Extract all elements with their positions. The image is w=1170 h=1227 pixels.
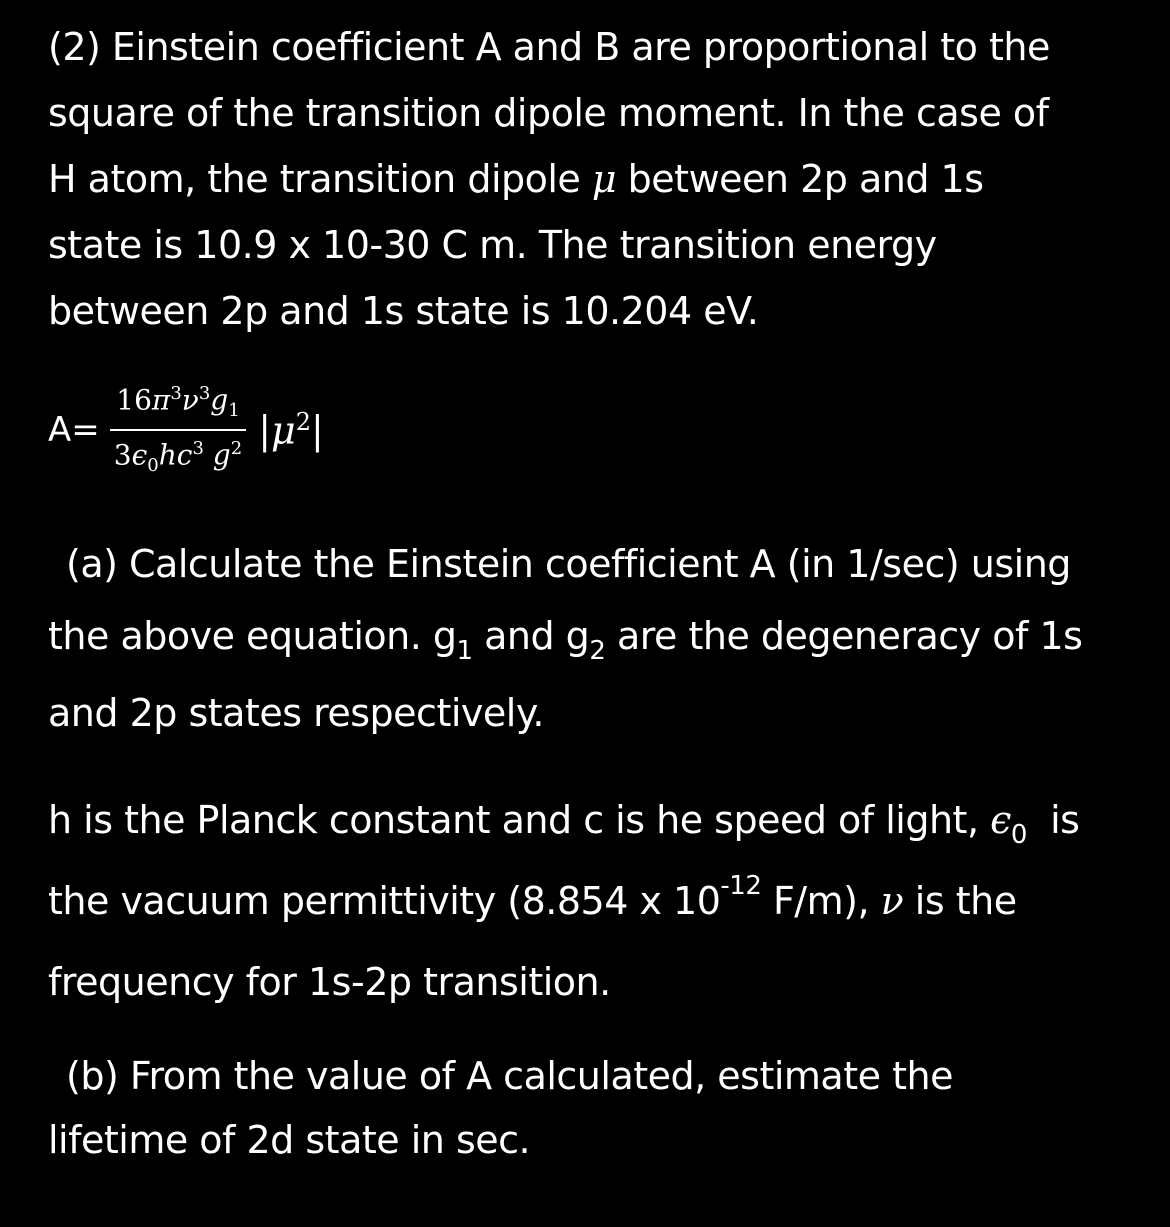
definitions-line xyxy=(48,782,1128,863)
epsilon-symbol: ϵ xyxy=(131,438,148,472)
g-exponent: 2 xyxy=(230,438,243,459)
definitions-text: the vacuum permittivity (8.854 x 10 xyxy=(48,879,721,923)
c-exponent: 3 xyxy=(192,438,204,459)
part-b-line: lifetime of 2d state in sec. xyxy=(48,1118,531,1162)
g2-subscript: 2 xyxy=(589,636,606,666)
exponent: -12 xyxy=(720,871,762,901)
intro-line: state is 10.9 x 10-30 C m. The transition energy xyxy=(48,223,937,267)
abs-bar-left: | xyxy=(258,408,271,453)
hc-symbols: hc xyxy=(158,438,193,472)
part-a-paragraph xyxy=(48,528,1128,749)
equation-lhs: A= xyxy=(48,410,100,450)
nu-exponent: 3 xyxy=(198,383,211,405)
definitions-line xyxy=(48,863,1128,944)
fraction-numerator xyxy=(112,376,243,429)
part-a-text: the above equation. g xyxy=(48,614,457,658)
equation-fraction xyxy=(110,376,246,484)
definitions-text: h is the Planck constant and c is he speed of light, xyxy=(48,798,991,842)
pi-symbol: π xyxy=(151,383,171,417)
part-a-line xyxy=(48,600,1128,677)
intro-text: between 2p and 1s xyxy=(616,157,984,201)
intro-text: H atom, the transition dipole xyxy=(48,157,592,201)
nu-symbol: ν xyxy=(880,879,904,923)
einstein-a-equation xyxy=(48,380,324,480)
g-subscript: 1 xyxy=(228,400,240,421)
definitions-text: is xyxy=(1026,798,1080,842)
g-symbol: g xyxy=(210,383,229,417)
epsilon-subscript: 0 xyxy=(1010,820,1027,850)
intro-line: (2) Einstein coefficient A and B are proportional to the xyxy=(48,25,1050,69)
dipole-abs-term xyxy=(258,408,324,453)
mu-symbol: μ xyxy=(271,408,296,453)
part-a-text: and g xyxy=(472,614,590,658)
definitions-line: frequency for 1s-2p transition. xyxy=(48,960,611,1004)
intro-line xyxy=(48,146,1128,212)
part-a-text: are the degeneracy of 1s xyxy=(605,614,1083,658)
definitions-text: F/m), xyxy=(761,879,881,923)
g-symbol: g xyxy=(212,438,231,472)
den-coefficient: 3 xyxy=(113,438,132,472)
fraction-denominator xyxy=(110,431,246,484)
part-b-paragraph xyxy=(48,1044,1128,1172)
definitions-paragraph xyxy=(48,782,1128,1020)
nu-symbol: ν xyxy=(181,383,199,417)
mu-symbol: μ xyxy=(591,157,617,201)
intro-line: square of the transition dipole moment. In the case of xyxy=(48,91,1049,135)
pi-exponent: 3 xyxy=(170,383,182,405)
abs-bar-right: | xyxy=(310,408,324,453)
part-b-line: (b) From the value of A calculated, estimate the xyxy=(66,1054,953,1098)
definitions-text: is the xyxy=(903,879,1017,923)
epsilon-symbol: ϵ xyxy=(990,798,1011,842)
num-coefficient: 16 xyxy=(116,383,152,417)
mu-exponent: 2 xyxy=(295,407,311,436)
g1-subscript: 1 xyxy=(456,636,473,666)
intro-paragraph xyxy=(48,14,1128,344)
part-a-line: and 2p states respectively. xyxy=(48,691,544,735)
part-a-line: (a) Calculate the Einstein coefficient A (in 1/sec) using xyxy=(66,542,1071,586)
epsilon-subscript: 0 xyxy=(147,454,159,476)
intro-line: between 2p and 1s state is 10.204 eV. xyxy=(48,289,759,333)
